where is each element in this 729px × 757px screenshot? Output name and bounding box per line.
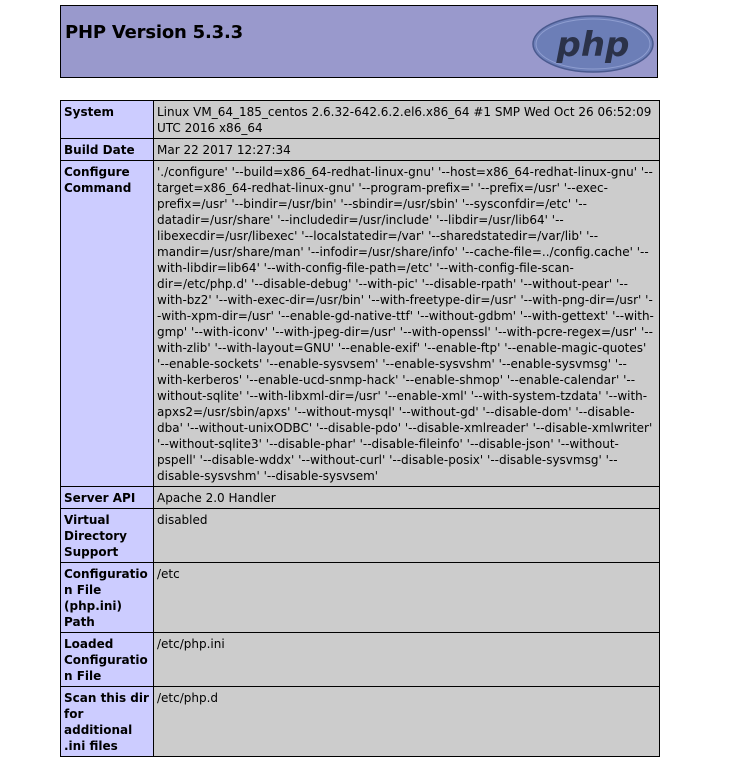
table-row <box>61 139 660 161</box>
table-row <box>61 487 660 509</box>
row-value-system: Linux VM_64_185_centos 2.6.32-642.6.2.el6.x86_64 #1 SMP Wed Oct 26 06:52:09 UTC 2016 x86_64 <box>154 101 660 139</box>
row-value-scan-dir: /etc/php.d <box>154 687 660 757</box>
table-row <box>61 161 660 487</box>
table-row <box>61 101 660 139</box>
page-title: PHP Version 5.3.3 <box>65 22 243 43</box>
row-label-loaded-configuration-file: Loaded Configuration File <box>61 633 154 687</box>
row-label-build-date: Build Date <box>61 139 154 161</box>
row-value-build-date: Mar 22 2017 12:27:34 <box>154 139 660 161</box>
row-value-configuration-file-path: /etc <box>154 563 660 633</box>
php-version-header <box>60 5 658 78</box>
row-value-server-api: Apache 2.0 Handler <box>154 487 660 509</box>
row-label-configure-command: Configure Command <box>61 161 154 487</box>
php-logo-icon <box>531 14 655 74</box>
row-value-loaded-configuration-file: /etc/php.ini <box>154 633 660 687</box>
row-label-scan-dir: Scan this dir for additional .ini files <box>61 687 154 757</box>
info-table <box>60 100 660 757</box>
row-value-virtual-directory-support: disabled <box>154 509 660 563</box>
row-label-system: System <box>61 101 154 139</box>
row-label-server-api: Server API <box>61 487 154 509</box>
row-value-configure-command: './configure' '--build=x86_64-redhat-linux-gnu' '--host=x86_64-redhat-linux-gnu' '--target=x86_64-redhat-linux-gnu' '--program-prefix=' '--prefix=/usr' '--exec-prefix=/usr' '--bindir=/usr/bin' '--sbindir=/usr/sbin' '--sysconfdir=/etc' '--datadir=/usr/share' '--includedir=/usr/include' '--libdir=/usr/lib64' '--libexecdir=/usr/libexec' '--localstatedir=/var' '--sharedstatedir=/var/lib' '--mandir=/usr/share/man' '--infodir=/usr/share/info' '--cache-file=../config.cache' '--with-libdir=lib64' '--with-config-file-path=/etc' '--with-config-file-scan-dir=/etc/php.d' '--disable-debug' '--with-pic' '--disable-rpath' '--without-pear' '--with-bz2' '--with-exec-dir=/usr/bin' '--with-freetype-dir=/usr' '--with-png-dir=/usr' '--with-xpm-dir=/usr' '--enable-gd-native-ttf' '--without-gdbm' '--with-gettext' '--with-gmp' '--with-iconv' '--with-jpeg-dir=/usr' '--with-openssl' '--with-pcre-regex=/usr' '--with-zlib' '--with-layout=GNU' '--enable-exif' '--enable-ftp' '--enable-magic-quotes' '--enable-sockets' '--enable-sysvsem' '--enable-sysvshm' '--enable-sysvmsg' '--with-kerberos' '--enable-ucd-snmp-hack' '--enable-shmop' '--enable-calendar' '--without-sqlite' '--with-libxml-dir=/usr' '--enable-xml' '--with-system-tzdata' '--with-apxs2=/usr/sbin/apxs' '--without-mysql' '--without-gd' '--disable-dom' '--disable-dba' '--without-unixODBC' '--disable-pdo' '--disable-xmlreader' '--disable-xmlwriter' '--without-sqlite3' '--disable-phar' '--disable-fileinfo' '--disable-json' '--without-pspell' '--disable-wddx' '--without-curl' '--disable-posix' '--disable-sysvmsg' '--disable-sysvshm' '--disable-sysvsem' <box>154 161 660 487</box>
php-logo-text: php <box>556 25 630 65</box>
table-row <box>61 509 660 563</box>
table-row <box>61 563 660 633</box>
table-row <box>61 633 660 687</box>
row-label-virtual-directory-support: Virtual Directory Support <box>61 509 154 563</box>
row-label-configuration-file-path: Configuration File (php.ini) Path <box>61 563 154 633</box>
table-row <box>61 687 660 757</box>
